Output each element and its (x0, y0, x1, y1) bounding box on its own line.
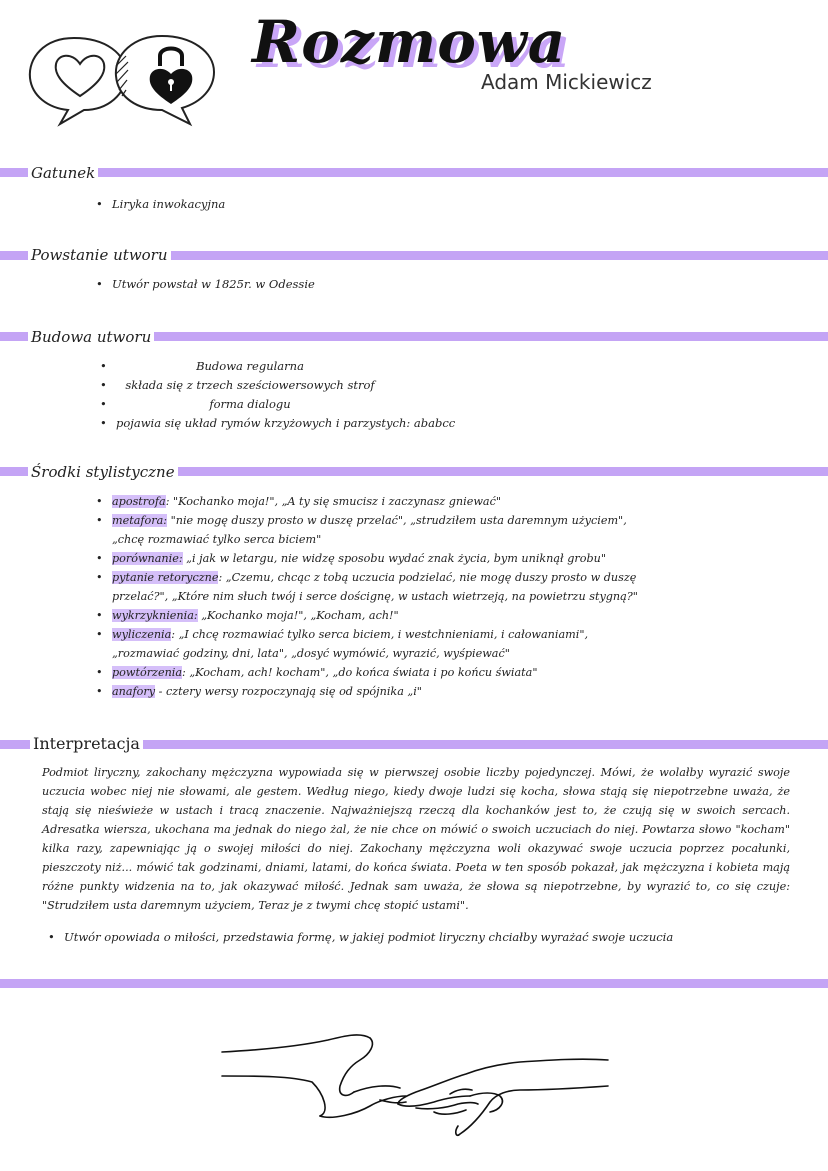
list-item: • anafory - cztery wersy rozpoczynają się od spójnika „i" (92, 682, 652, 701)
author-name: Adam Mickiewicz (481, 70, 652, 94)
speech-bubbles-heart-lock-icon (22, 30, 222, 128)
list-item: • Budowa regularna (96, 357, 455, 376)
list-item: • składa się z trzech sześciowersowych strof (96, 376, 455, 395)
srodki-list (92, 492, 652, 701)
term-highlight: anafory (112, 685, 156, 698)
page-title: Rozmowa (252, 8, 567, 76)
section-title-interpretacja: Interpretacja (30, 734, 143, 754)
term-highlight: porównanie: (112, 552, 183, 565)
list-item: • metafora: "nie mogę duszy prosto w duszę przelać", „strudziłem usta daremnym użyciem", „chcę rozmawiać tylko serca biciem" (92, 511, 652, 549)
interpretation-paragraph: Podmiot liryczny, zakochany mężczyzna wypowiada się w pierwszej osobie liczby pojedynczej. Mówi, że wolałby wyrazić swoje uczucia wobec niej nie słowami, ale gestem. Według niego, kiedy dwoje ludzi się kocha, słowa stają się niepotrzebne uważa, że stają się nieświeże w ustach i tracą znaczenie. Najważniejszą rzeczą dla kochanków jest to, że czują się w swoich sercach. Adresatka wiersza, ukochana ma jednak do niego żal, że nie chce on mówić o swoich uczuciach do niej. Powtarza słowo "kocham" kilka razy, zapewniając ją o swojej miłości do niej. Zakochany mężczyzna woli okazywać swoje uczucia poprzez pocałunki, pieszczoty niż... mówić tak godzinami, dniami, latami, do końca świata. Poeta w ten sposób pokazał, jak mężczyzna i kobieta mają różne punkty widzenia na to, jak okazywać miłość. Jednak sam uważa, że słowa są niepotrzebne, by wyrazić to, co się czuje: "Strudziłem usta daremnym użyciem, Teraz je z twymi chcę stopić ustami". (42, 766, 790, 912)
list-item: • pytanie retoryczne: „Czemu, chcąc z tobą uczucia podzielać, nie mogę duszy prosto w duszę przelać?", „Które nim słuch twój i serce doścignę, w ustach wietrzeją, na powietrzu stygną?" (92, 568, 652, 606)
list-item: • Utwór powstał w 1825r. w Odessie (92, 275, 315, 294)
list-item: • porównanie: „i jak w letargu, nie widzę sposobu wydać znak życia, bym uniknął grobu" (92, 549, 652, 568)
section-bar-gatunek (0, 168, 828, 177)
term-highlight: wyliczenia (112, 628, 172, 641)
gatunek-list (92, 195, 225, 214)
section-title-budowa: Budowa utworu (28, 327, 154, 347)
term-highlight: pytanie retoryczne (112, 571, 219, 584)
list-item: • apostrofa: "Kochanko moja!", „A ty się smucisz i zaczynasz gniewać" (92, 492, 652, 511)
list-item: • powtórzenia: „Kocham, ach! kocham", „do końca świata i po końcu świata" (92, 663, 652, 682)
list-item: • wyliczenia: „I chcę rozmawiać tylko serca biciem, i westchnieniami, i całowaniami", „rozmawiać godziny, dni, lata", „dosyć wymówić, wyrazić, wyśpiewać" (92, 625, 652, 663)
list-item: • wykrzyknienia: „Kochanko moja!", „Kocham, ach!" (92, 606, 652, 625)
footer-bar (0, 979, 828, 988)
term-highlight: metafora: (112, 514, 168, 527)
list-item: • forma dialogu (96, 395, 455, 414)
list-item: • Liryka inwokacyjna (92, 195, 225, 214)
budowa-list (96, 357, 455, 433)
section-title-srodki: Środki stylistyczne (28, 462, 178, 482)
term-highlight: apostrofa (112, 495, 166, 508)
list-item: • Utwór opowiada o miłości, przedstawia formę, w jakiej podmiot liryczny chciałby wyrażać swoje uczucia (44, 928, 673, 947)
interpretacja-list (44, 928, 673, 947)
term-highlight: wykrzyknienia: (112, 609, 198, 622)
term-highlight: powtórzenia (112, 666, 183, 679)
section-title-gatunek: Gatunek (28, 163, 98, 183)
powstanie-list (92, 275, 315, 294)
list-item: • pojawia się układ rymów krzyżowych i parzystych: ababcc (96, 414, 455, 433)
section-title-powstanie: Powstanie utworu (28, 245, 171, 265)
holding-hands-illustration (220, 1030, 610, 1140)
